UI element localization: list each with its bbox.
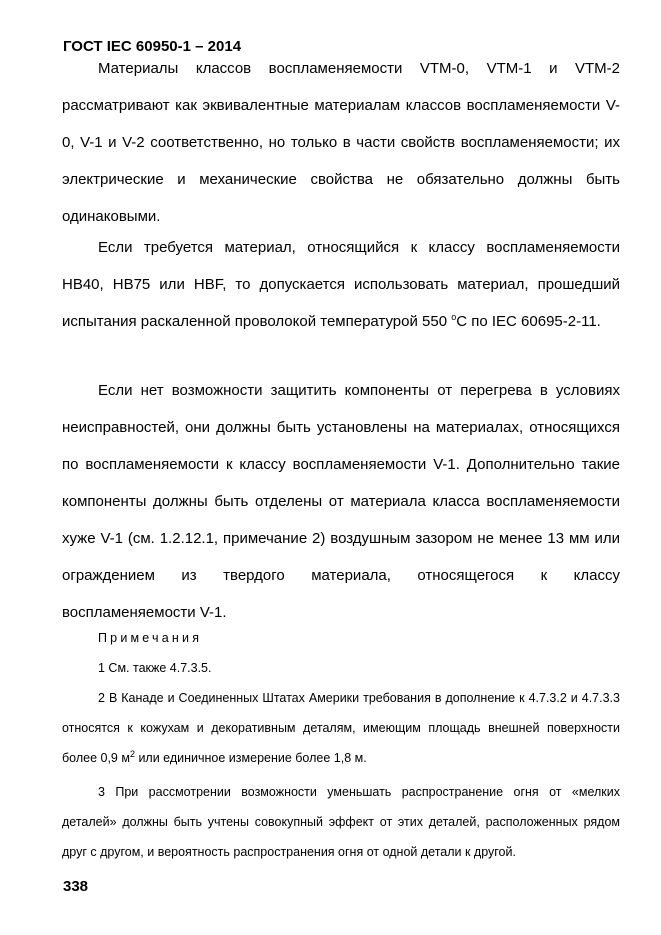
note-2 <box>62 683 620 773</box>
paragraph-2-before: Если требуется материал, относящийся к классу воспламеняемости HB40, HB75 или HBF, то допускается использовать материал, прошедший испытания раскаленной проволокой температурой 550 <box>62 239 620 330</box>
note-2-after: или единичное измерение более 1,8 м. <box>134 751 367 765</box>
squared-superscript: 2 <box>129 748 135 759</box>
paragraph-2-after: С по IEC 60695-2-11. <box>456 313 601 330</box>
paragraph-3 <box>62 372 620 631</box>
notes-heading <box>62 623 620 653</box>
note-3-text: 3 При рассмотрении возможности уменьшать распространение огня от «мелких деталей» должны быть учтены совокупный эффект от этих деталей, расположенных рядом друг с другом, и вероятность распространения огня от одной детали к другой. <box>62 785 620 859</box>
paragraph-1-text: Материалы классов воспламеняемости VTM-0, VTM-1 и VTM-2 рассматривают как эквивалентные материалам классов воспламеняемости V-0, V-1 и V-2 соответственно, но только в части свойств воспламеняемости; их электрические и механические свойства не обязательно должны быть одинаковыми. <box>62 60 620 225</box>
note-1-text: 1 См. также 4.7.3.5. <box>98 661 212 675</box>
note-2-text <box>62 683 620 773</box>
note-1 <box>62 653 620 683</box>
paragraph-1 <box>62 50 620 235</box>
note-3 <box>62 777 620 867</box>
degree-superscript: о <box>451 312 457 322</box>
paragraph-2 <box>62 229 620 340</box>
paragraph-2-text <box>62 229 620 340</box>
paragraph-3-text: Если нет возможности защитить компоненты от перегрева в условиях неисправностей, они должны быть установлены на материалах, относящихся по воспламеняемости к классу воспламеняемости V-1. Дополнительно такие компоненты должны быть отделены от материала класса воспламеняемости хуже V-1 (см. 1.2.12.1, примечание 2) воздушным зазором не менее 13 мм или ограждением из твердого материала, относящегося к классу воспламеняемости V-1. <box>62 382 620 621</box>
notes-heading-text: Примечания <box>98 631 203 645</box>
page-number: 338 <box>63 878 89 895</box>
note-2-before: 2 В Канаде и Соединенных Штатах Америки требования в дополнение к 4.7.3.2 и 4.7.3.3 относятся к кожухам и декоративным деталям, имеющим площадь внешней поверхности более 0,9 м <box>62 691 620 765</box>
document-header: ГОСТ IEC 60950-1 – 2014 <box>63 38 242 55</box>
